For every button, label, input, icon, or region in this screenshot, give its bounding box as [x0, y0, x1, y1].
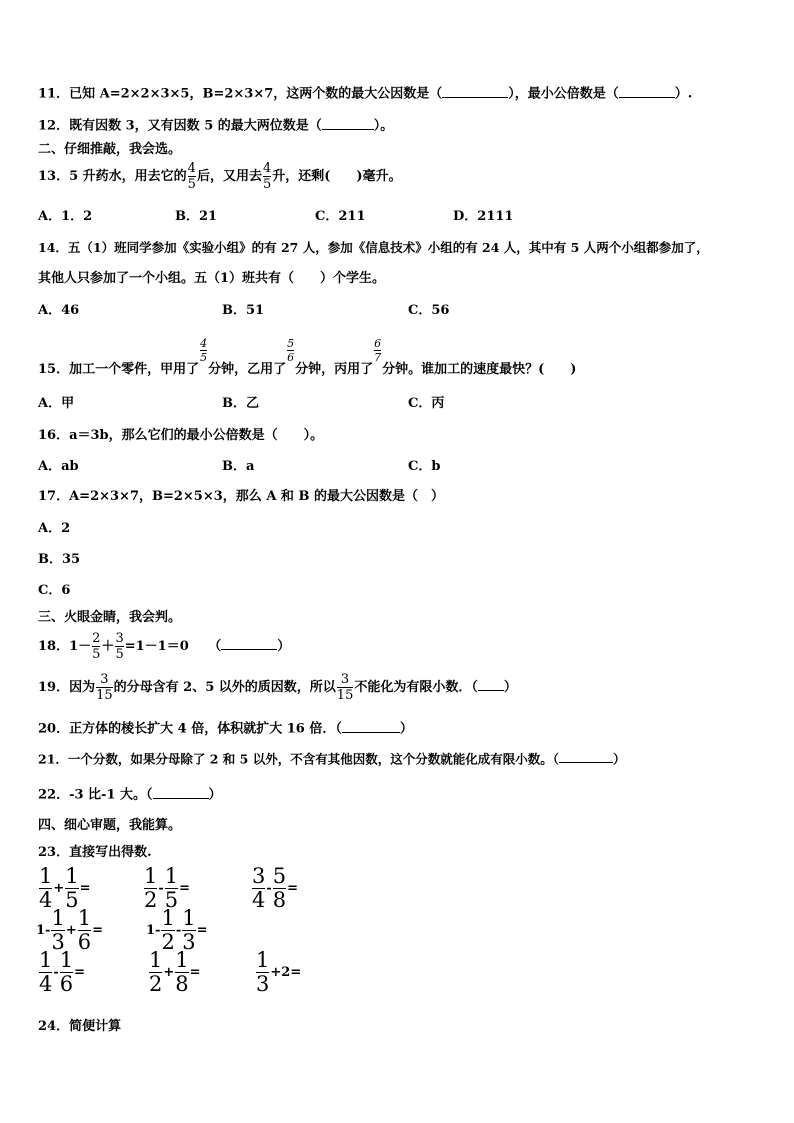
- answer-blank[interactable]: [153, 786, 209, 799]
- fraction: $\frac{1}{8}$: [175, 948, 189, 996]
- fraction: $\frac{1}{3}$: [182, 906, 196, 954]
- question-18: 18．1－ $\frac{2}{5}$ ＋ $\frac{3}{5}$ =1－1＝0 （ ）: [38, 631, 291, 662]
- question-14-line-2: 其他人只参加了一个小组。五（1）班共有（ ）个学生。: [38, 271, 386, 286]
- fraction: $\frac{6}{7}$: [374, 337, 382, 364]
- section-4-heading: 四、细心审题，我能算。: [38, 818, 182, 833]
- fraction: $\frac{1}{3}$: [256, 948, 270, 996]
- fraction: $\frac{1}{2}$: [161, 906, 175, 954]
- expression: $\frac{1}{2}$ + $\frac{1}{8}$ =: [149, 948, 201, 996]
- option-b[interactable]: B．21: [175, 209, 218, 224]
- option-c[interactable]: C．211: [315, 209, 366, 224]
- fraction: $\frac{1}{5}$: [65, 864, 79, 912]
- question-15: 15．加工一个零件，甲用了 $\frac{4}{5}$ 分钟，乙用了 $\frac{5}{6}$ 分钟，丙用了 $\frac{6}{7}$ 分钟。谁加工的速度最快？( ): [38, 337, 577, 377]
- question-16: 16．a＝3b，那么它们的最小公倍数是（ ）。: [38, 428, 324, 443]
- expression: $\frac{1}{4}$ + $\frac{1}{5}$ =: [39, 864, 91, 912]
- option-b[interactable]: B．35: [38, 552, 81, 567]
- option-b[interactable]: B．a: [222, 459, 255, 474]
- fraction: $\frac{1}{6}$: [77, 906, 92, 954]
- fraction: $\frac{1}{4}$: [39, 864, 53, 912]
- option-a[interactable]: A．甲: [38, 396, 75, 411]
- option-a[interactable]: A．2: [38, 521, 71, 536]
- fraction: $\frac{3}{5}$: [115, 631, 124, 662]
- question-19: 19．因为 $\frac{3}{15}$ 的分母含有 2、5 以外的质因数，所以 $\frac{3}{15}$ 不能化为有限小数．（ ）: [38, 672, 517, 703]
- question-22: 22．-3 比-1 大。（ ）: [38, 787, 222, 803]
- question-20: 20．正方体的棱长扩大 4 倍，体积就扩大 16 倍．（ ）: [38, 721, 413, 737]
- question-24-title: 24．简便计算: [38, 1019, 122, 1034]
- fraction: $\frac{1}{4}$: [39, 948, 53, 996]
- answer-blank[interactable]: [478, 678, 504, 691]
- option-c[interactable]: C．b: [408, 459, 441, 474]
- fraction: $\frac{1}{2}$: [144, 864, 158, 912]
- expression: 1- $\frac{1}{2}$ - $\frac{1}{3}$ =: [146, 906, 208, 954]
- fraction: $\frac{1}{6}$: [59, 948, 74, 996]
- option-b[interactable]: B．51: [222, 303, 265, 318]
- fraction: $\frac{4}{5}$: [187, 161, 196, 192]
- fraction: $\frac{1}{2}$: [149, 948, 163, 996]
- fraction: $\frac{5}{8}$: [272, 864, 287, 912]
- expression: 1- $\frac{1}{3}$ + $\frac{1}{6}$ =: [36, 906, 104, 954]
- option-c[interactable]: C．56: [408, 303, 450, 318]
- question-23-title: 23．直接写出得数.: [38, 845, 152, 860]
- fraction: $\frac{5}{6}$: [287, 337, 295, 364]
- fraction: $\frac{4}{5}$: [200, 337, 208, 364]
- question-11: 11．已知 A=2×2×3×5，B=2×3×7，这两个数的最大公因数是（ ），最小公倍数是（ ）.: [38, 86, 693, 102]
- answer-blank[interactable]: [322, 117, 374, 130]
- option-b[interactable]: B．乙: [222, 396, 259, 411]
- section-3-heading: 三、火眼金睛，我会判。: [38, 610, 182, 625]
- question-14-line-1: 14．五（1）班同学参加《实验小组》的有 27 人，参加《信息技术》小组的有 24 人，其中有 5 人两个小组都参加了，: [38, 240, 709, 255]
- fraction: $\frac{2}{5}$: [92, 631, 101, 662]
- fraction: $\frac{1}{5}$: [164, 864, 179, 912]
- option-a[interactable]: A．1．2: [38, 209, 93, 224]
- option-c[interactable]: C．6: [38, 583, 71, 598]
- expression: $\frac{1}{3}$ +2=: [256, 948, 302, 996]
- question-12: 12．既有因数 3，又有因数 5 的最大两位数是（ ）。: [38, 118, 394, 134]
- option-a[interactable]: A．46: [38, 303, 80, 318]
- expression: $\frac{3}{4}$ - $\frac{5}{8}$ =: [252, 864, 299, 912]
- fraction: $\frac{3}{4}$: [252, 864, 266, 912]
- expression: $\frac{1}{2}$ - $\frac{1}{5}$ =: [144, 864, 191, 912]
- question-17: 17．A=2×3×7，B=2×5×3，那么 A 和 B 的最大公因数是（ ）: [38, 489, 444, 504]
- answer-blank[interactable]: [559, 751, 613, 763]
- fraction: $\frac{3}{15}$: [336, 672, 354, 703]
- section-2-heading: 二、仔细推敲，我会选。: [38, 142, 182, 157]
- fraction: $\frac{3}{15}$: [96, 672, 113, 703]
- answer-blank[interactable]: [619, 85, 675, 98]
- expression: $\frac{1}{4}$ - $\frac{1}{6}$ =: [39, 948, 86, 996]
- answer-blank[interactable]: [442, 85, 508, 98]
- answer-blank[interactable]: [342, 720, 400, 733]
- fraction: $\frac{4}{5}$: [262, 161, 272, 192]
- question-21: 21．一个分数，如果分母除了 2 和 5 以外，不含有其他因数，这个分数就能化成有限小数。（ ）: [38, 751, 626, 767]
- option-c[interactable]: C．丙: [408, 396, 445, 411]
- question-13: 13．5 升药水，用去它的 $\frac{4}{5}$ 后，又用去 $\frac{4}{5}$ 升，还剩( )毫升。: [38, 161, 402, 192]
- option-a[interactable]: A．ab: [38, 459, 79, 474]
- option-d[interactable]: D．2111: [453, 209, 514, 224]
- fraction: $\frac{1}{3}$: [51, 906, 65, 954]
- answer-blank[interactable]: [221, 637, 277, 650]
